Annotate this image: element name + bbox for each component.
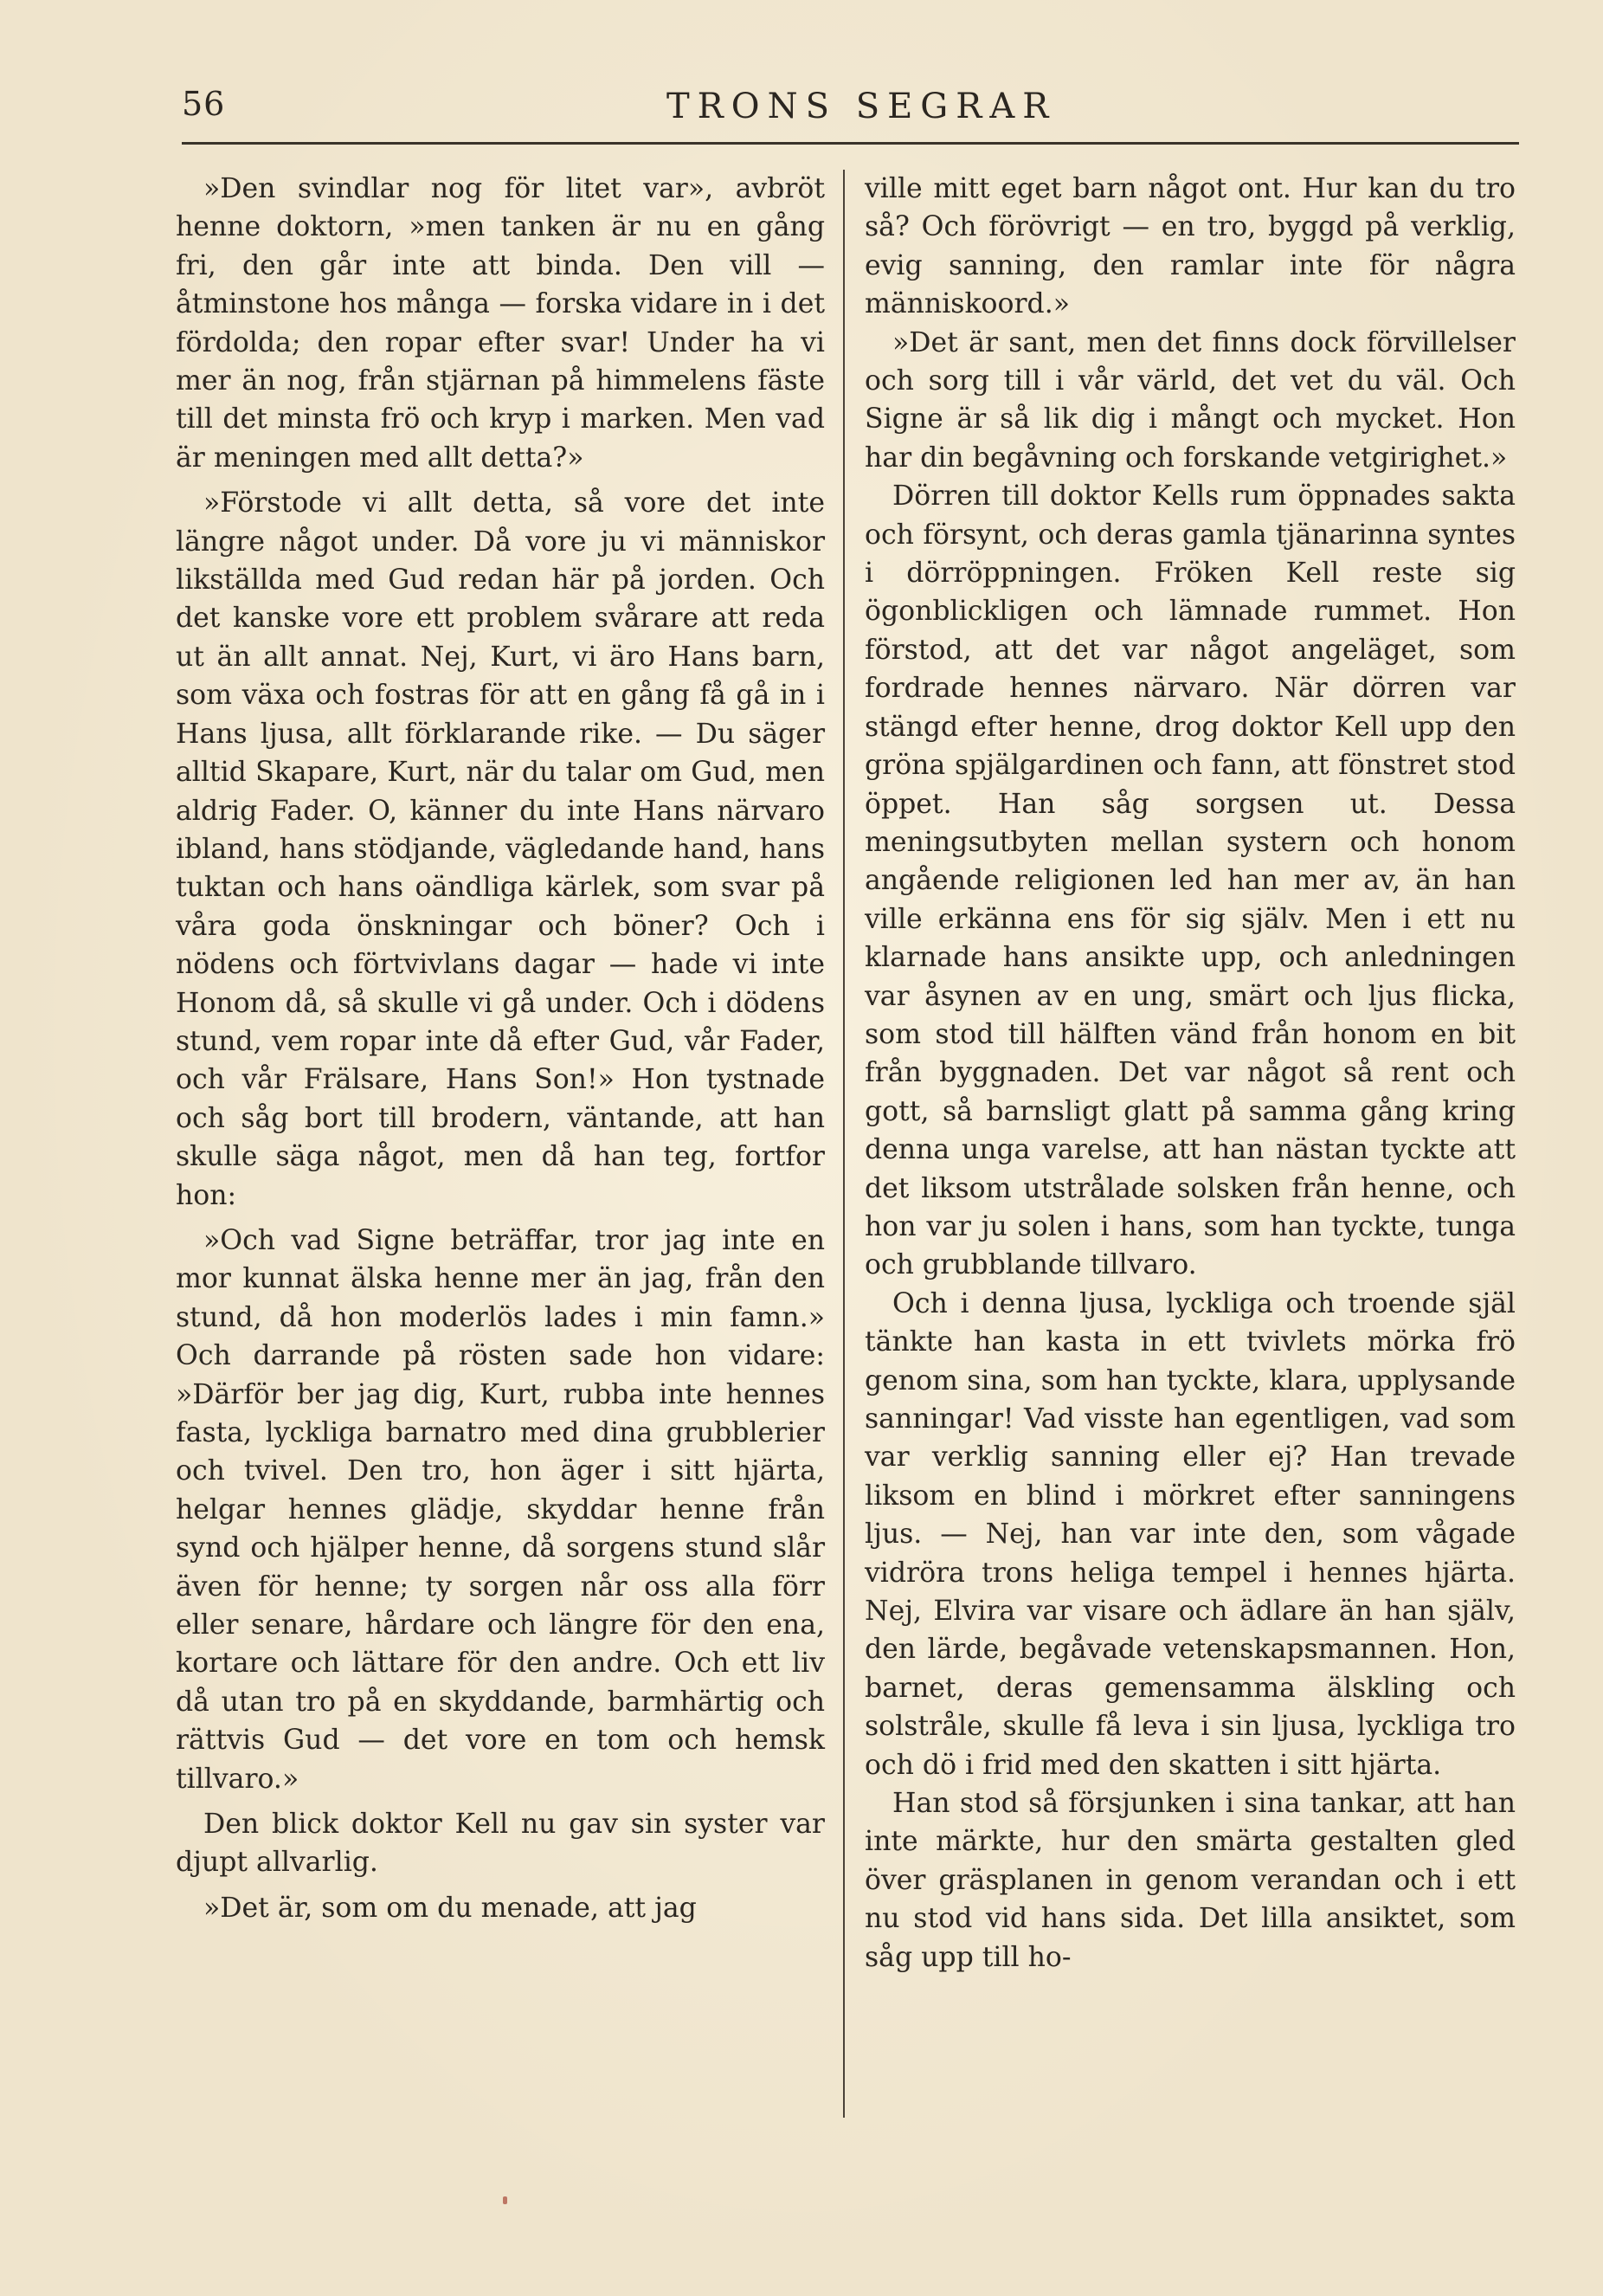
paragraph: »Det är sant, men det finns dock förvillelser och sorg till i vår värld, det vet du väl. Och Signe är så lik dig i mångt och mycket. Hon har din begåvning och forskande vetgirighet.»	[865, 326, 1516, 474]
ink-speck	[503, 2196, 507, 2204]
paragraph: Han stod så försjunken i sina tankar, att han inte märkte, hur den smärta gestalten gled över gräsplanen in genom verandan och i ett nu stod vid hans sida. Det lilla ansiktet, som såg upp till ho-	[865, 1788, 1516, 1973]
header-rule	[182, 142, 1519, 145]
running-head	[182, 85, 1519, 142]
column-divider	[843, 170, 845, 2118]
paragraph: »Förstode vi allt detta, så vore det inte längre något under. Då vore ju vi människor likställda med Gud redan här på jorden. Och det kanske vore ett problem svårare att reda ut än allt annat. Nej, Kurt, vi äro Hans barn, som växa och fostras för att en gång få gå in i Hans ljusa, allt förklarande rike. — Du säger alltid Skapare, Kurt, när du talar om Gud, men aldrig Fader. O, känner du inte Hans närvaro ibland, hans stödjande, vägledande hand, hans tuktan och hans oändliga kärlek, som svar på våra goda önskningar och böner? Och i nödens och förtvivlans dagar — hade vi inte Honom då, så skulle vi gå under. Och i dödens stund, vem ropar inte då efter Gud, vår Fader, och vår Frälsare, Hans Son!» Hon tystnade och såg bort till brodern, väntande, att han skulle säga något, men då han teg, fortfor hon:	[176, 487, 825, 1211]
paragraph: Och i denna ljusa, lyckliga och troende själ tänkte han kasta in ett tvivlets mörka frö genom sina, som han tyckte, klara, upplysande sanningar! Vad visste han egentligen, vad som var verklig sanning eller ej? Han trevade liksom en blind i mörkret efter sanningens ljus. — Nej, han var inte den, som vågade vidröra trons heliga tempel i hennes hjärta. Nej, Elvira var visare och ädlare än han själv, den lärde, begåvade vetenskapsmannen. Hon, barnet, deras gemensamma älskling och solstråle, skulle få leva i sin ljusa, lyckliga tro och dö i frid med den skatten i sitt hjärta.	[865, 1287, 1516, 1781]
right-column	[865, 170, 1516, 1977]
paragraph: Den blick doktor Kell nu gav sin syster var djupt allvarlig.	[176, 1809, 825, 1879]
running-title: TRONS SEGRAR	[666, 87, 1057, 126]
paragraph: Dörren till doktor Kells rum öppnades sakta och försynt, och deras gamla tjänarinna syntes i dörröppningen. Fröken Kell reste sig ögonblickligen och lämnade rummet. Hon förstod, att det var något angeläget, som fordrade hennes närvaro. När dörren var stängd efter henne, drog doktor Kell upp den gröna spjälgardinen och fann, att fönstret stod öppet. Han såg sorgsen ut. Dessa meningsutbyten mellan systern och honom angående religionen led han mer av, än han ville erkänna ens för sig själv. Men i ett nu klarnade hans ansikte upp, och anledningen var åsynen av en ung, smärt och ljus flicka, som stod till hälften vänd från honom en bit från byggnaden. Det var något så rent och gott, så barnsligt glatt på samma gång kring denna unga varelse, att han nästan tyckte att det liksom utstrålade solsken från henne, och hon var ju solen i hans, som han tyckte, tunga och grubblande tillvaro.	[865, 480, 1516, 1281]
paragraph: »Den svindlar nog för litet var», avbröt henne doktorn, »men tanken är nu en gång fri, den går inte att binda. Den vill — åtminstone hos många — forska vidare in i det fördolda; den ropar efter svar! Under ha vi mer än nog, från stjärnan på himmelens fäste till det minsta frö och kryp i marken. Men vad är meningen med allt detta?»	[176, 173, 825, 474]
paragraph: ville mitt eget barn något ont. Hur kan du tro så? Och förövrigt — en tro, byggd på verklig, evig sanning, den ramlar inte för några människoord.»	[865, 173, 1516, 320]
left-column	[176, 170, 825, 1927]
page-number: 56	[182, 85, 226, 123]
paragraph: »Det är, som om du menade, att jag	[203, 1892, 697, 1924]
paragraph: »Och vad Signe beträffar, tror jag inte en mor kunnat älska henne mer än jag, från den stund, då hon moderlös lades i min famn.» Och darrande på rösten sade hon vidare: »Därför ber jag dig, Kurt, rubba inte hennes fasta, lyckliga barnatro med dina grubblerier och tvivel. Den tro, hon äger i sitt hjärta, helgar hennes glädje, skyddar henne från synd och hjälper henne, då sorgens stund slår även för henne; ty sorgen når oss alla förr eller senare, hårdare och längre för den ena, kortare och lättare för den andre. Och ett liv då utan tro på en skyddande, barmhärtig och rättvis Gud — det vore en tom och hemsk tillvaro.»	[176, 1224, 825, 1795]
